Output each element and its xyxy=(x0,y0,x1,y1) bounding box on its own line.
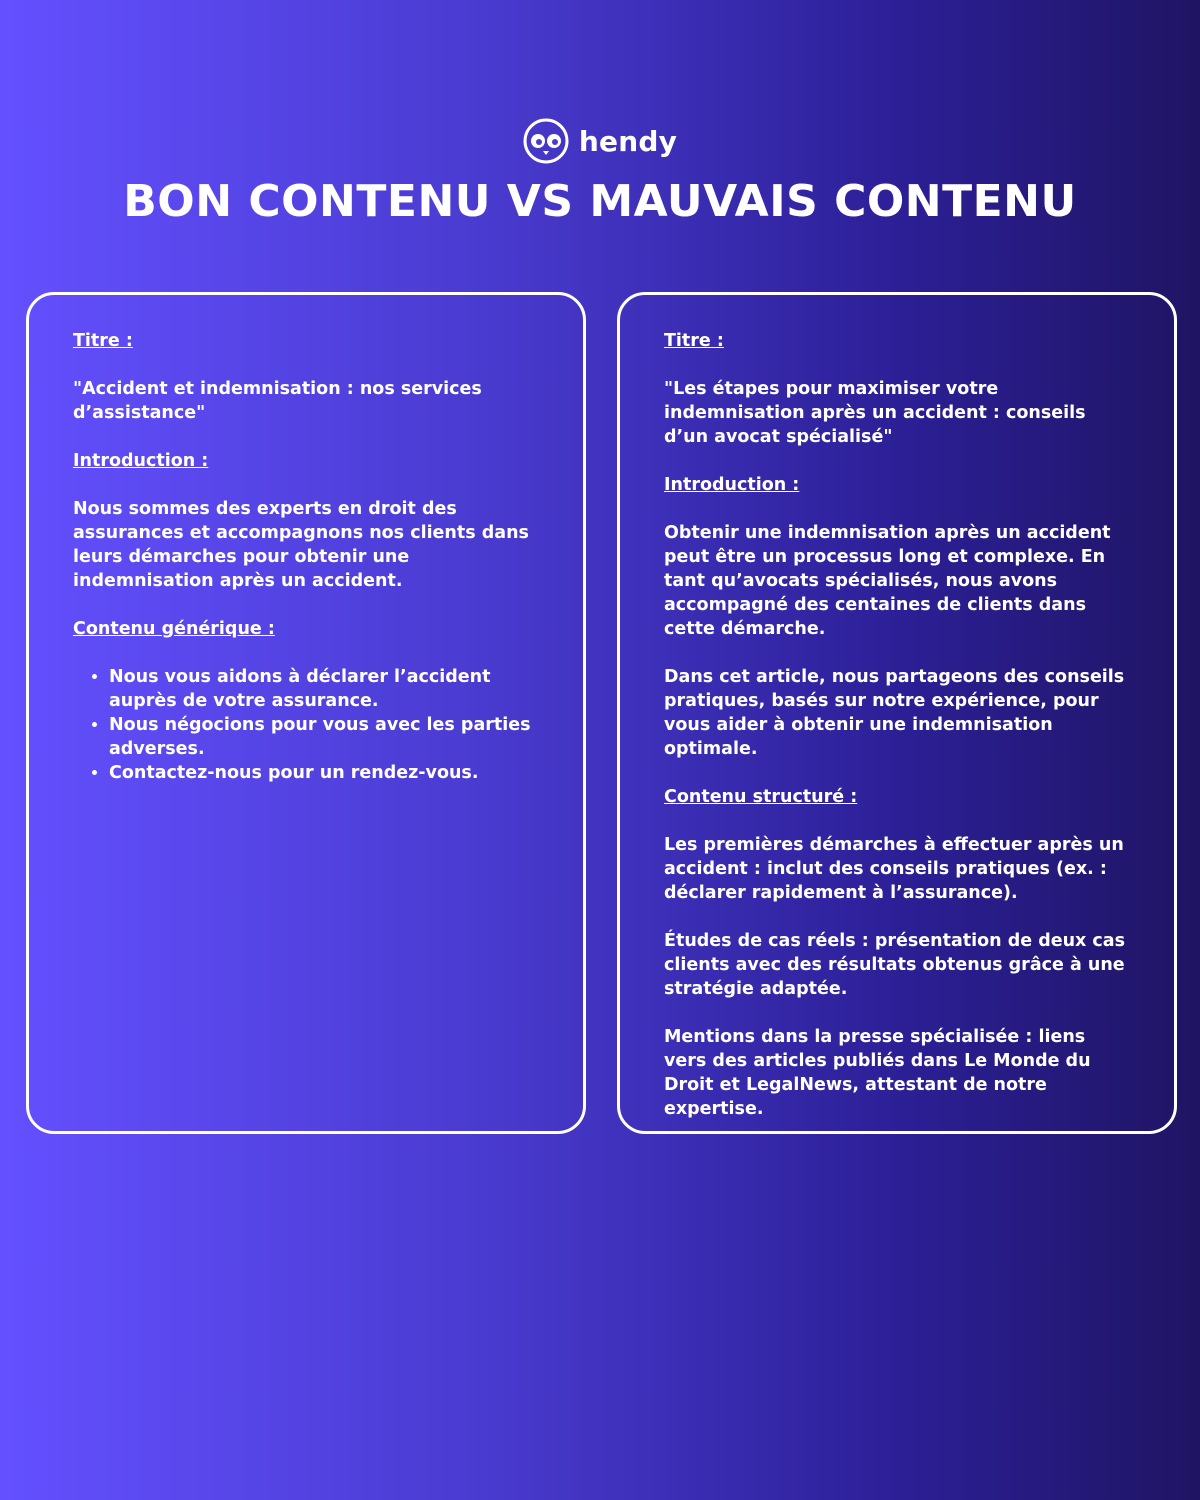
list-item: • Contactez-nous pour un rendez-vous. xyxy=(109,761,539,785)
list-item: • Nous vous aidons à déclarer l’accident auprès de votre assurance. xyxy=(109,665,539,713)
intro-label: Introduction : xyxy=(73,451,209,471)
title-label: Titre : xyxy=(73,331,133,351)
content-label: Contenu structuré : xyxy=(664,787,858,807)
bullet-list xyxy=(73,665,539,785)
content-label: Contenu générique : xyxy=(73,619,275,639)
brand-name: hendy xyxy=(578,124,678,158)
content-paragraph: Mentions dans la presse spécialisée : liens vers des articles publiés dans Le Monde du Droit et LegalNews, attestant de notre expertise. xyxy=(664,1027,1091,1119)
title-label: Titre : xyxy=(664,331,724,351)
content-paragraph: Études de cas réels : présentation de deux cas clients avec des résultats obtenus grâce à une stratégie adaptée. xyxy=(664,931,1126,999)
title-text: "Accident et indemnisation : nos services d’assistance" xyxy=(73,379,482,423)
content-paragraph: Les premières démarches à effectuer après un accident : inclut des conseils pratiques (ex. : déclarer rapidement à l’assurance). xyxy=(664,835,1124,903)
intro-text: Nous sommes des experts en droit des assurances et accompagnons nos clients dans leurs démarches pour obtenir une indemnisation après un accident. xyxy=(73,499,529,591)
intro-label: Introduction : xyxy=(664,475,800,495)
bad-content-card xyxy=(26,292,586,1134)
list-item: • Nous négocions pour vous avec les parties adverses. xyxy=(109,713,539,761)
intro-paragraph: Obtenir une indemnisation après un accident peut être un processus long et complexe. En tant qu’avocats spécialisés, nous avons accompagné des centaines de clients dans cette démarche. xyxy=(664,523,1111,639)
brand-logo xyxy=(0,118,1200,164)
page-title: BON CONTENU VS MAUVAIS CONTENU xyxy=(123,176,1077,227)
title-text: "Les étapes pour maximiser votre indemnisation après un accident : conseils d’un avocat spécialisé" xyxy=(664,379,1086,447)
good-content-card xyxy=(617,292,1177,1134)
intro-paragraph: Dans cet article, nous partageons des conseils pratiques, basés sur notre expérience, pour vous aider à obtenir une indemnisation optimale. xyxy=(664,667,1125,759)
owl-logo-icon xyxy=(523,118,569,164)
